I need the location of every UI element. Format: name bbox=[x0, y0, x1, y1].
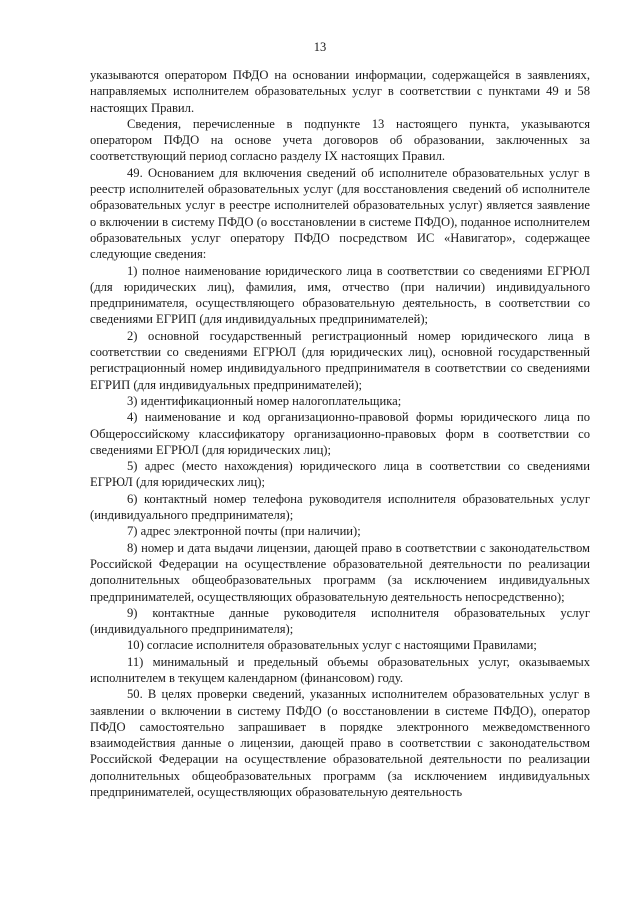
list-item-11: 11) минимальный и предельный объемы образовательных услуг, оказываемых исполнителем в текущем календарном (финансовом) году. bbox=[90, 654, 590, 685]
page-number: 13 bbox=[313, 40, 327, 54]
list-item-9: 9) контактные данные руководителя исполнителя образовательных услуг (индивидуального предпринимателя); bbox=[90, 605, 590, 637]
list-item-3: 3) идентификационный номер налогоплательщика; bbox=[127, 393, 402, 408]
list-item-5: 5) адрес (место нахождения) юридического лица в соответствии со сведениями ЕГРЮЛ (для юридических лиц); bbox=[90, 459, 590, 490]
list-item-2: 2) основной государственный регистрационный номер юридического лица в соответствии со сведениями ЕГРЮЛ (для юридических лиц), основной государственный регистрационный номер индивидуального предпринимателя в соответствии со сведениями ЕГРИП (для индивидуальных предпринимателей); bbox=[90, 328, 590, 392]
document-body bbox=[90, 67, 590, 800]
list-item-6: 6) контактный номер телефона руководителя исполнителя образовательных услуг (индивидуального предпринимателя); bbox=[90, 491, 590, 523]
paragraph-continuation: указываются оператором ПФДО на основании информации, содержащейся в заявлениях, направляемых исполнителем образовательных услуг в соответствии с пунктами 49 и 58 настоящих Правил. bbox=[90, 68, 590, 115]
paragraph-item-50: 50. В целях проверки сведений, указанных исполнителем образовательных услуг в заявлении о включении в систему ПФДО (о восстановлении в системе ПФДО), оператор ПФДО самостоятельно запрашивает в порядке электронного межведомственного взаимодействия данные о лицензии, дающей право в соответствии с законодательством Российской Федерации на осуществление образовательной деятельности по реализации дополнительных общеобразовательных программ (за исключением индивидуальных предпринимателей, осуществляющих образовательную деятельность bbox=[90, 687, 590, 800]
list-item-7: 7) адрес электронной почты (при наличии); bbox=[127, 524, 361, 539]
list-item-4: 4) наименование и код организационно-правовой формы юридического лица по Общероссийскому классификатору организационно-правовых форм в соответствии со сведениями ЕГРЮЛ (для юридических лиц); bbox=[90, 410, 590, 457]
list-item-8: 8) номер и дата выдачи лицензии, дающей право в соответствии с законодательством Российской Федерации на осуществление образовательной деятельности по реализации дополнительных общеобразовательных программ (за исключением индивидуальных предпринимателей, осуществляющих образовательную деятельность непосредственно); bbox=[90, 540, 590, 604]
list-item-1: 1) полное наименование юридического лица в соответствии со сведениями ЕГРЮЛ (для юридических лиц), фамилия, имя, отчество (при наличии) индивидуального предпринимателя, осуществляющего образовательную деятельность, в соответствии со сведениями ЕГРИП (для индивидуальных предпринимателей); bbox=[90, 263, 590, 327]
paragraph-item-49: 49. Основанием для включения сведений об исполнителе образовательных услуг в реестр исполнителей образовательных услуг (для восстановления сведений об исполнителе образовательных услуг в реестре исполнителей образовательных услуг) является заявление о включении в систему ПФДО (о восстановлении в системе ПФДО), поданное исполнителем образовательных услуг оператору ПФДО посредством ИС «Навигатор», содержащее следующие сведения: bbox=[90, 165, 590, 262]
list-item-10: 10) согласие исполнителя образовательных услуг с настоящими Правилами; bbox=[127, 638, 537, 653]
paragraph-details-contracts: Сведения, перечисленные в подпункте 13 настоящего пункта, указываются оператором ПФДО на основе учета договоров об образовании, заключенных за соответствующий период согласно разделу IX настоящих Правил. bbox=[90, 116, 590, 164]
